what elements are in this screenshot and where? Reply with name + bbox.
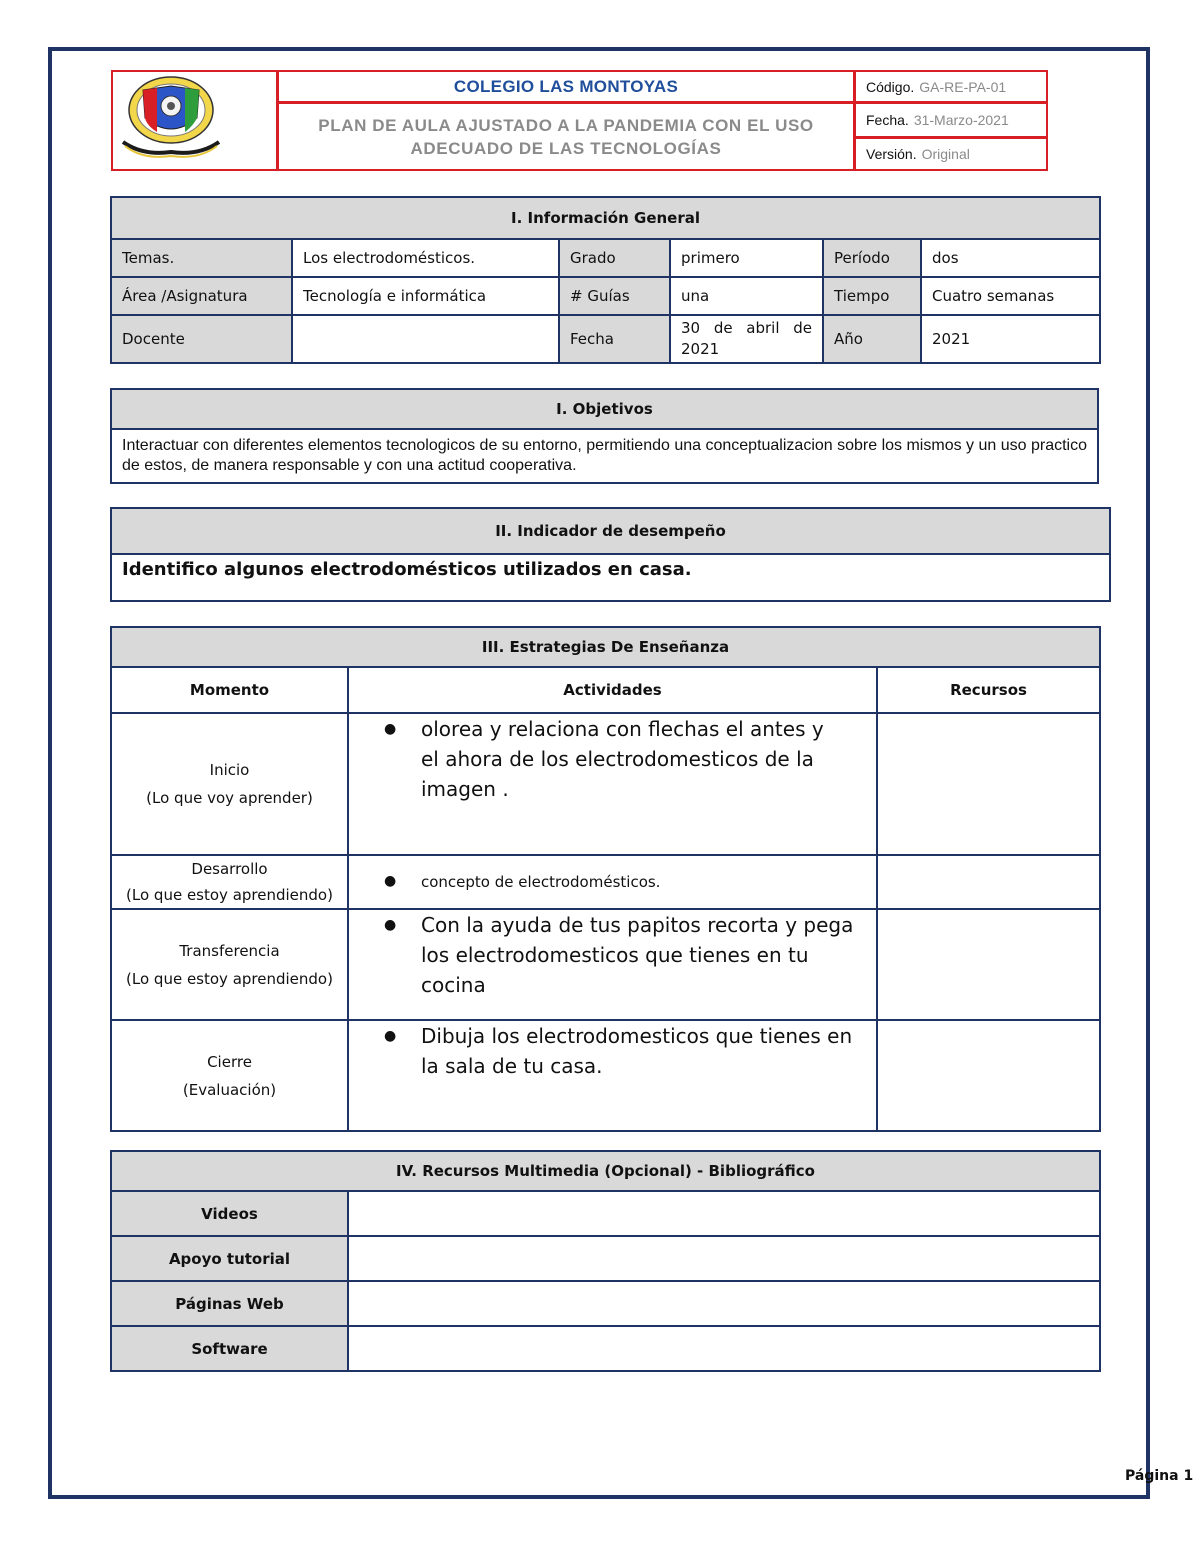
col-recursos: Recursos xyxy=(877,667,1100,713)
col-actividades: Actividades xyxy=(348,667,877,713)
activity-text: Con la ayuda de tus papitos recorta y pega los electrodomesticos que tienes en tu cocina xyxy=(421,913,854,997)
multimedia-title: IV. Recursos Multimedia (Opcional) - Bibliográfico xyxy=(111,1151,1100,1191)
strategy-row xyxy=(111,713,1100,855)
multimedia-value xyxy=(348,1281,1100,1326)
strategies-title: III. Estrategias De Enseñanza xyxy=(111,627,1100,667)
strategies-table xyxy=(110,626,1101,1132)
area-label: Área /Asignatura xyxy=(111,277,292,315)
indicator-table xyxy=(110,507,1111,602)
code-value: GA-RE-PA-01 xyxy=(919,78,1007,95)
area-value: Tecnología e informática xyxy=(292,277,559,315)
list-item xyxy=(384,1021,870,1081)
general-info-title: I. Información General xyxy=(111,197,1100,239)
indicator-title: II. Indicador de desempeño xyxy=(111,508,1110,554)
bullet-icon: ● xyxy=(384,1028,397,1044)
momento-cell xyxy=(111,713,348,855)
list-item xyxy=(384,872,876,892)
col-momento: Momento xyxy=(111,667,348,713)
momento-sub: (Evaluación) xyxy=(182,1080,277,1099)
recursos-cell xyxy=(877,855,1100,909)
fecha-label: Fecha xyxy=(559,315,670,363)
general-info-table xyxy=(110,196,1101,364)
date-value: 31-Marzo-2021 xyxy=(913,112,1009,128)
version-label: Versión. xyxy=(866,146,917,162)
periodo-value: dos xyxy=(921,239,1100,277)
multimedia-value xyxy=(348,1236,1100,1281)
docente-label: Docente xyxy=(111,315,292,363)
version-cell xyxy=(854,137,1048,171)
momento-cell xyxy=(111,909,348,1020)
momento-name: Desarrollo xyxy=(191,860,268,878)
page-number: Página 1 xyxy=(1125,1468,1194,1484)
table-row xyxy=(111,1191,1100,1236)
temas-label: Temas. xyxy=(111,239,292,277)
objectives-title: I. Objetivos xyxy=(111,389,1098,429)
tiempo-value: Cuatro semanas xyxy=(921,277,1100,315)
version-value: Original xyxy=(921,146,970,162)
momento-cell xyxy=(111,1020,348,1131)
plan-title: PLAN DE AULA AJUSTADO A LA PANDEMIA CON EL USO ADECUADO DE LAS TECNOLOGÍAS xyxy=(277,102,855,171)
strategy-row xyxy=(111,909,1100,1020)
activity-text: concepto de electrodomésticos. xyxy=(421,873,661,891)
bullet-icon: ● xyxy=(384,721,397,737)
anio-label: Año xyxy=(823,315,921,363)
multimedia-label: Software xyxy=(111,1326,348,1371)
fecha-value: 30 de abril de 2021 xyxy=(670,315,823,363)
date-cell xyxy=(854,102,1048,138)
activity-text: Dibuja los electrodomesticos que tienes en la sala de tu casa. xyxy=(421,1024,853,1078)
multimedia-value xyxy=(348,1326,1100,1371)
strategy-row xyxy=(111,1020,1100,1131)
multimedia-label: Apoyo tutorial xyxy=(111,1236,348,1281)
momento-name: Inicio xyxy=(209,761,250,779)
anio-value: 2021 xyxy=(921,315,1100,363)
indicator-text: Identifico algunos electrodomésticos utilizados en casa. xyxy=(111,554,1110,601)
periodo-label: Período xyxy=(823,239,921,277)
momento-sub: (Lo que estoy aprendiendo) xyxy=(126,886,333,904)
tiempo-label: Tiempo xyxy=(823,277,921,315)
bullet-icon: ● xyxy=(384,917,397,933)
activity-cell xyxy=(348,1020,877,1131)
code-cell xyxy=(854,70,1048,103)
multimedia-label: Páginas Web xyxy=(111,1281,348,1326)
strategy-row xyxy=(111,855,1100,909)
activity-cell xyxy=(348,855,877,909)
grado-value: primero xyxy=(670,239,823,277)
table-row xyxy=(111,1236,1100,1281)
date-label: Fecha. xyxy=(866,112,909,128)
recursos-cell xyxy=(877,713,1100,855)
table-row xyxy=(111,1326,1100,1371)
multimedia-value xyxy=(348,1191,1100,1236)
activity-cell xyxy=(348,713,877,855)
momento-cell xyxy=(111,855,348,909)
momento-sub: (Lo que estoy aprendiendo) xyxy=(126,969,333,988)
table-row xyxy=(111,1281,1100,1326)
guias-value: una xyxy=(670,277,823,315)
momento-name: Transferencia xyxy=(179,941,280,960)
objectives-text: Interactuar con diferentes elementos tecnologicos de su entorno, permitiendo una conceptualizacion sobre los mismos y un uso practico de estos, de manera responsable y con una actitud cooperativa. xyxy=(111,429,1098,483)
code-label: Código. xyxy=(866,78,915,95)
momento-sub: (Lo que voy aprender) xyxy=(146,789,313,807)
temas-value: Los electrodomésticos. xyxy=(292,239,559,277)
school-name: COLEGIO LAS MONTOYAS xyxy=(277,70,855,103)
school-logo xyxy=(111,70,278,171)
objectives-table xyxy=(110,388,1099,484)
school-crest-icon xyxy=(113,72,276,169)
multimedia-table xyxy=(110,1150,1101,1372)
activity-text: olorea y relaciona con flechas el antes y el ahora de los electrodomesticos de la imagen . xyxy=(421,717,824,801)
guias-label: # Guías xyxy=(559,277,670,315)
list-item xyxy=(384,910,870,1000)
momento-name: Cierre xyxy=(207,1052,252,1071)
recursos-cell xyxy=(877,909,1100,1020)
activity-cell xyxy=(348,909,877,1020)
bullet-icon: ● xyxy=(384,873,397,889)
grado-label: Grado xyxy=(559,239,670,277)
list-item xyxy=(384,714,846,804)
docente-value xyxy=(292,315,559,363)
multimedia-label: Videos xyxy=(111,1191,348,1236)
recursos-cell xyxy=(877,1020,1100,1131)
